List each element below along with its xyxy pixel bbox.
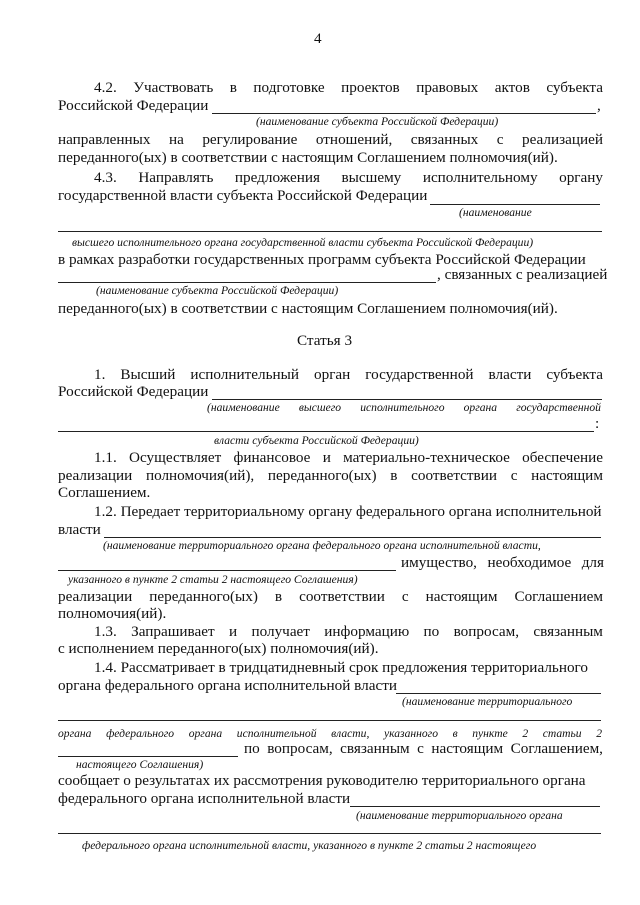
p11-line2-word: реализации (58, 467, 133, 484)
p42-line3-word: направленных (58, 131, 151, 148)
p1-line1 (94, 366, 603, 384)
p42-line3-word: с (496, 131, 504, 148)
p11-line1-word: 1.1. (94, 449, 117, 466)
p1-line1-word: Высший (120, 366, 176, 383)
article-title: Статья 3 (297, 332, 353, 349)
p12-line4-word: настоящим (425, 588, 498, 605)
p14-line3-word: Соглашением, (510, 740, 603, 757)
p14-line3-word: связанным (340, 740, 410, 757)
p1-line1-word: 1. (94, 366, 106, 383)
p13-line1 (94, 623, 603, 641)
p1-line3-end: : (595, 415, 600, 432)
p1-line2-text: Российской Федерации (58, 383, 209, 400)
p11-line1-word: обеспечение (522, 449, 603, 466)
p14-fill-line-4 (350, 806, 600, 807)
p43-caption-b: высшего исполнительного органа государственной власти субъекта Российской Федерации) (72, 236, 534, 249)
p1-caption-a-word: (наименование (207, 401, 280, 414)
p42-line3-word: реализацией (521, 131, 603, 148)
p43-fill-line-2 (58, 231, 602, 232)
p12-line3-word: необходимое (487, 554, 572, 571)
p12-fill-line-2 (58, 570, 396, 571)
p42-line1-word: субъекта (546, 79, 603, 96)
p12-line4-word: в (274, 588, 283, 605)
p14-caption-b-word: федерального (106, 727, 175, 740)
p43-line1 (94, 169, 603, 187)
p43-line1-word: 4.3. (94, 169, 117, 186)
p13-line1-word: получает (251, 623, 310, 640)
p11-line1-word: финансовое (233, 449, 311, 466)
p43-line2-text: государственной власти субъекта Российской Федерации (58, 187, 428, 204)
p12-line1: 1.2. Передает территориальному органу федерального органа исполнительной (94, 503, 602, 520)
p14-caption-b-word: органа (58, 727, 92, 740)
p11-line1 (94, 449, 603, 467)
p14-caption-d: (наименование территориального органа (356, 809, 563, 822)
p12-line3-word: имущество, (401, 554, 477, 571)
p12-line4-word: переданного(ых) (149, 588, 258, 605)
p11-line2-word: переданного(ых) (267, 467, 377, 484)
p11-line1-word: материально-техническое (343, 449, 510, 466)
p14-caption-e: федерального органа исполнительной власти, указанного в пункте 2 статьи 2 настоящего (82, 839, 537, 852)
p14-fill-line-5 (58, 833, 601, 834)
p13-line1-word: и (229, 623, 238, 640)
p42-line3 (58, 131, 603, 149)
p14-caption-b-word: органа (188, 727, 223, 740)
p1-caption-a-word: органа (463, 401, 498, 414)
p11-line3: Соглашением. (58, 484, 151, 501)
p12-caption-a: (наименование территориального органа федерального органа исполнительной власти, (103, 539, 541, 552)
p42-line1-word: актов (494, 79, 530, 96)
p14-caption-b-word: 2 (596, 727, 602, 740)
p42-line1 (94, 79, 603, 97)
p12-line4 (58, 588, 603, 606)
p43-line6: переданного(ых) в соответствии с настоящим Соглашением полномочия(ий). (58, 300, 558, 317)
p1-line1-word: орган (314, 366, 351, 383)
p14-caption-b-word: в (452, 727, 458, 740)
p42-line3-word: регулирование (202, 131, 298, 148)
p42-line1-word: правовых (416, 79, 479, 96)
p12-line4-word: соответствии (299, 588, 385, 605)
p14-caption-c: настоящего Соглашения) (76, 758, 204, 771)
p1-fill-line-1 (212, 399, 602, 400)
p1-caption-a-word: высшего (298, 401, 342, 414)
p42-caption: (наименование субъекта Российской Федерации) (256, 115, 499, 128)
p43-line5-end: , связанных с реализацией (437, 266, 608, 283)
p11-line2 (58, 467, 603, 485)
p1-fill-line-2 (58, 431, 594, 432)
p14-caption-a: (наименование территориального (402, 695, 573, 708)
p11-line2-word: с (510, 467, 518, 484)
p14-caption-b-word: статьи (542, 727, 582, 740)
p11-line1-word: Осуществляет (129, 449, 222, 466)
p12-caption-b: указанного в пункте 2 статьи 2 настоящего Соглашения) (68, 573, 358, 586)
p1-caption-b: власти субъекта Российской Федерации) (214, 434, 419, 447)
p42-line3-word: отношений, (315, 131, 393, 148)
p14-line1: 1.4. Рассматривает в тридцатидневный срок предложения территориального (94, 659, 588, 676)
p42-line4: переданного(ых) в соответствии с настоящим Соглашением полномочия(ий). (58, 149, 558, 166)
p14-line3-word: вопросам, (267, 740, 333, 757)
p14-fill-line-1 (396, 693, 601, 694)
p43-caption-a: (наименование (459, 206, 532, 219)
p11-line2-word: настоящим (531, 467, 603, 484)
p42-fill-line (212, 113, 596, 114)
p14-fill-line-3 (58, 756, 238, 757)
p1-caption-a-word: государственной (516, 401, 601, 414)
p43-fill-line-1 (430, 204, 600, 205)
p14-line3 (244, 740, 603, 758)
p43-line1-word: исполнительному (422, 169, 538, 186)
p42-line3-word: на (168, 131, 184, 148)
p43-fill-line-3 (58, 282, 436, 283)
p11-line2-word: полномочия(ий), (145, 467, 255, 484)
p43-line1-word: предложения (234, 169, 320, 186)
p11-line2-word: в (390, 467, 398, 484)
p14-caption-b-word: исполнительной (236, 727, 317, 740)
p13-line1-word: вопросам, (453, 623, 520, 640)
p42-line1-word: подготовке (253, 79, 325, 96)
p13-line1-word: Запрашивает (131, 623, 215, 640)
p12-line3-word: для (581, 554, 604, 571)
p12-line2-text: власти (58, 521, 101, 538)
p14-fill-line-2 (58, 720, 601, 721)
p1-caption-a (207, 401, 601, 414)
p14-line4: сообщает о результатах их рассмотрения руководителю территориального органа (58, 772, 586, 789)
p43-line1-word: органу (559, 169, 603, 186)
p11-line1-word: и (322, 449, 331, 466)
p12-fill-line-1 (104, 537, 601, 538)
p1-line1-word: исполнительный (190, 366, 299, 383)
page-number: 4 (314, 30, 322, 47)
p14-line2-text: органа федерального органа исполнительной власти (58, 677, 397, 694)
p12-line5: полномочия(ий). (58, 605, 167, 622)
p1-caption-a-word: исполнительного (360, 401, 445, 414)
p1-line1-word: государственной (365, 366, 474, 383)
p12-line3 (401, 554, 604, 572)
p42-line1-word: 4.2. (94, 79, 117, 96)
p14-line5-text: федерального органа исполнительной власти (58, 790, 351, 807)
p13-line1-word: связанным (533, 623, 603, 640)
p42-line2-end: , (597, 97, 601, 114)
p13-line2: с исполнением переданного(ых) полномочия(ий). (58, 640, 379, 657)
p42-line1-word: Участвовать (133, 79, 214, 96)
p43-caption-c: (наименование субъекта Российской Федерации) (96, 284, 339, 297)
p12-line4-word: с (401, 588, 409, 605)
p14-line3-word: настоящим (431, 740, 504, 757)
p42-line2-text: Российской Федерации (58, 97, 209, 114)
p1-line1-word: субъекта (546, 366, 603, 383)
p14-caption-b-word: пункте (472, 727, 508, 740)
p14-caption-b-word: власти, (331, 727, 370, 740)
p13-line1-word: по (423, 623, 440, 640)
p11-line2-word: соответствии (411, 467, 497, 484)
p42-line1-word: в (229, 79, 237, 96)
p42-line1-word: проектов (341, 79, 400, 96)
p43-line1-word: Направлять (138, 169, 214, 186)
p14-caption-b (58, 727, 602, 740)
p14-line3-word: с (417, 740, 424, 757)
p14-caption-b-word: 2 (522, 727, 529, 740)
p43-line4: в рамках разработки государственных программ субъекта Российской Федерации (58, 251, 586, 268)
p12-line4-word: реализации (58, 588, 133, 605)
p14-caption-b-word: указанного (383, 727, 438, 740)
p13-line1-word: 1.3. (94, 623, 117, 640)
p43-line1-word: высшему (341, 169, 402, 186)
p42-line3-word: связанных (410, 131, 479, 148)
p13-line1-word: информацию (324, 623, 410, 640)
p12-line4-word: Соглашением (514, 588, 603, 605)
p1-line1-word: власти (488, 366, 532, 383)
p14-line3-word: по (244, 740, 260, 757)
